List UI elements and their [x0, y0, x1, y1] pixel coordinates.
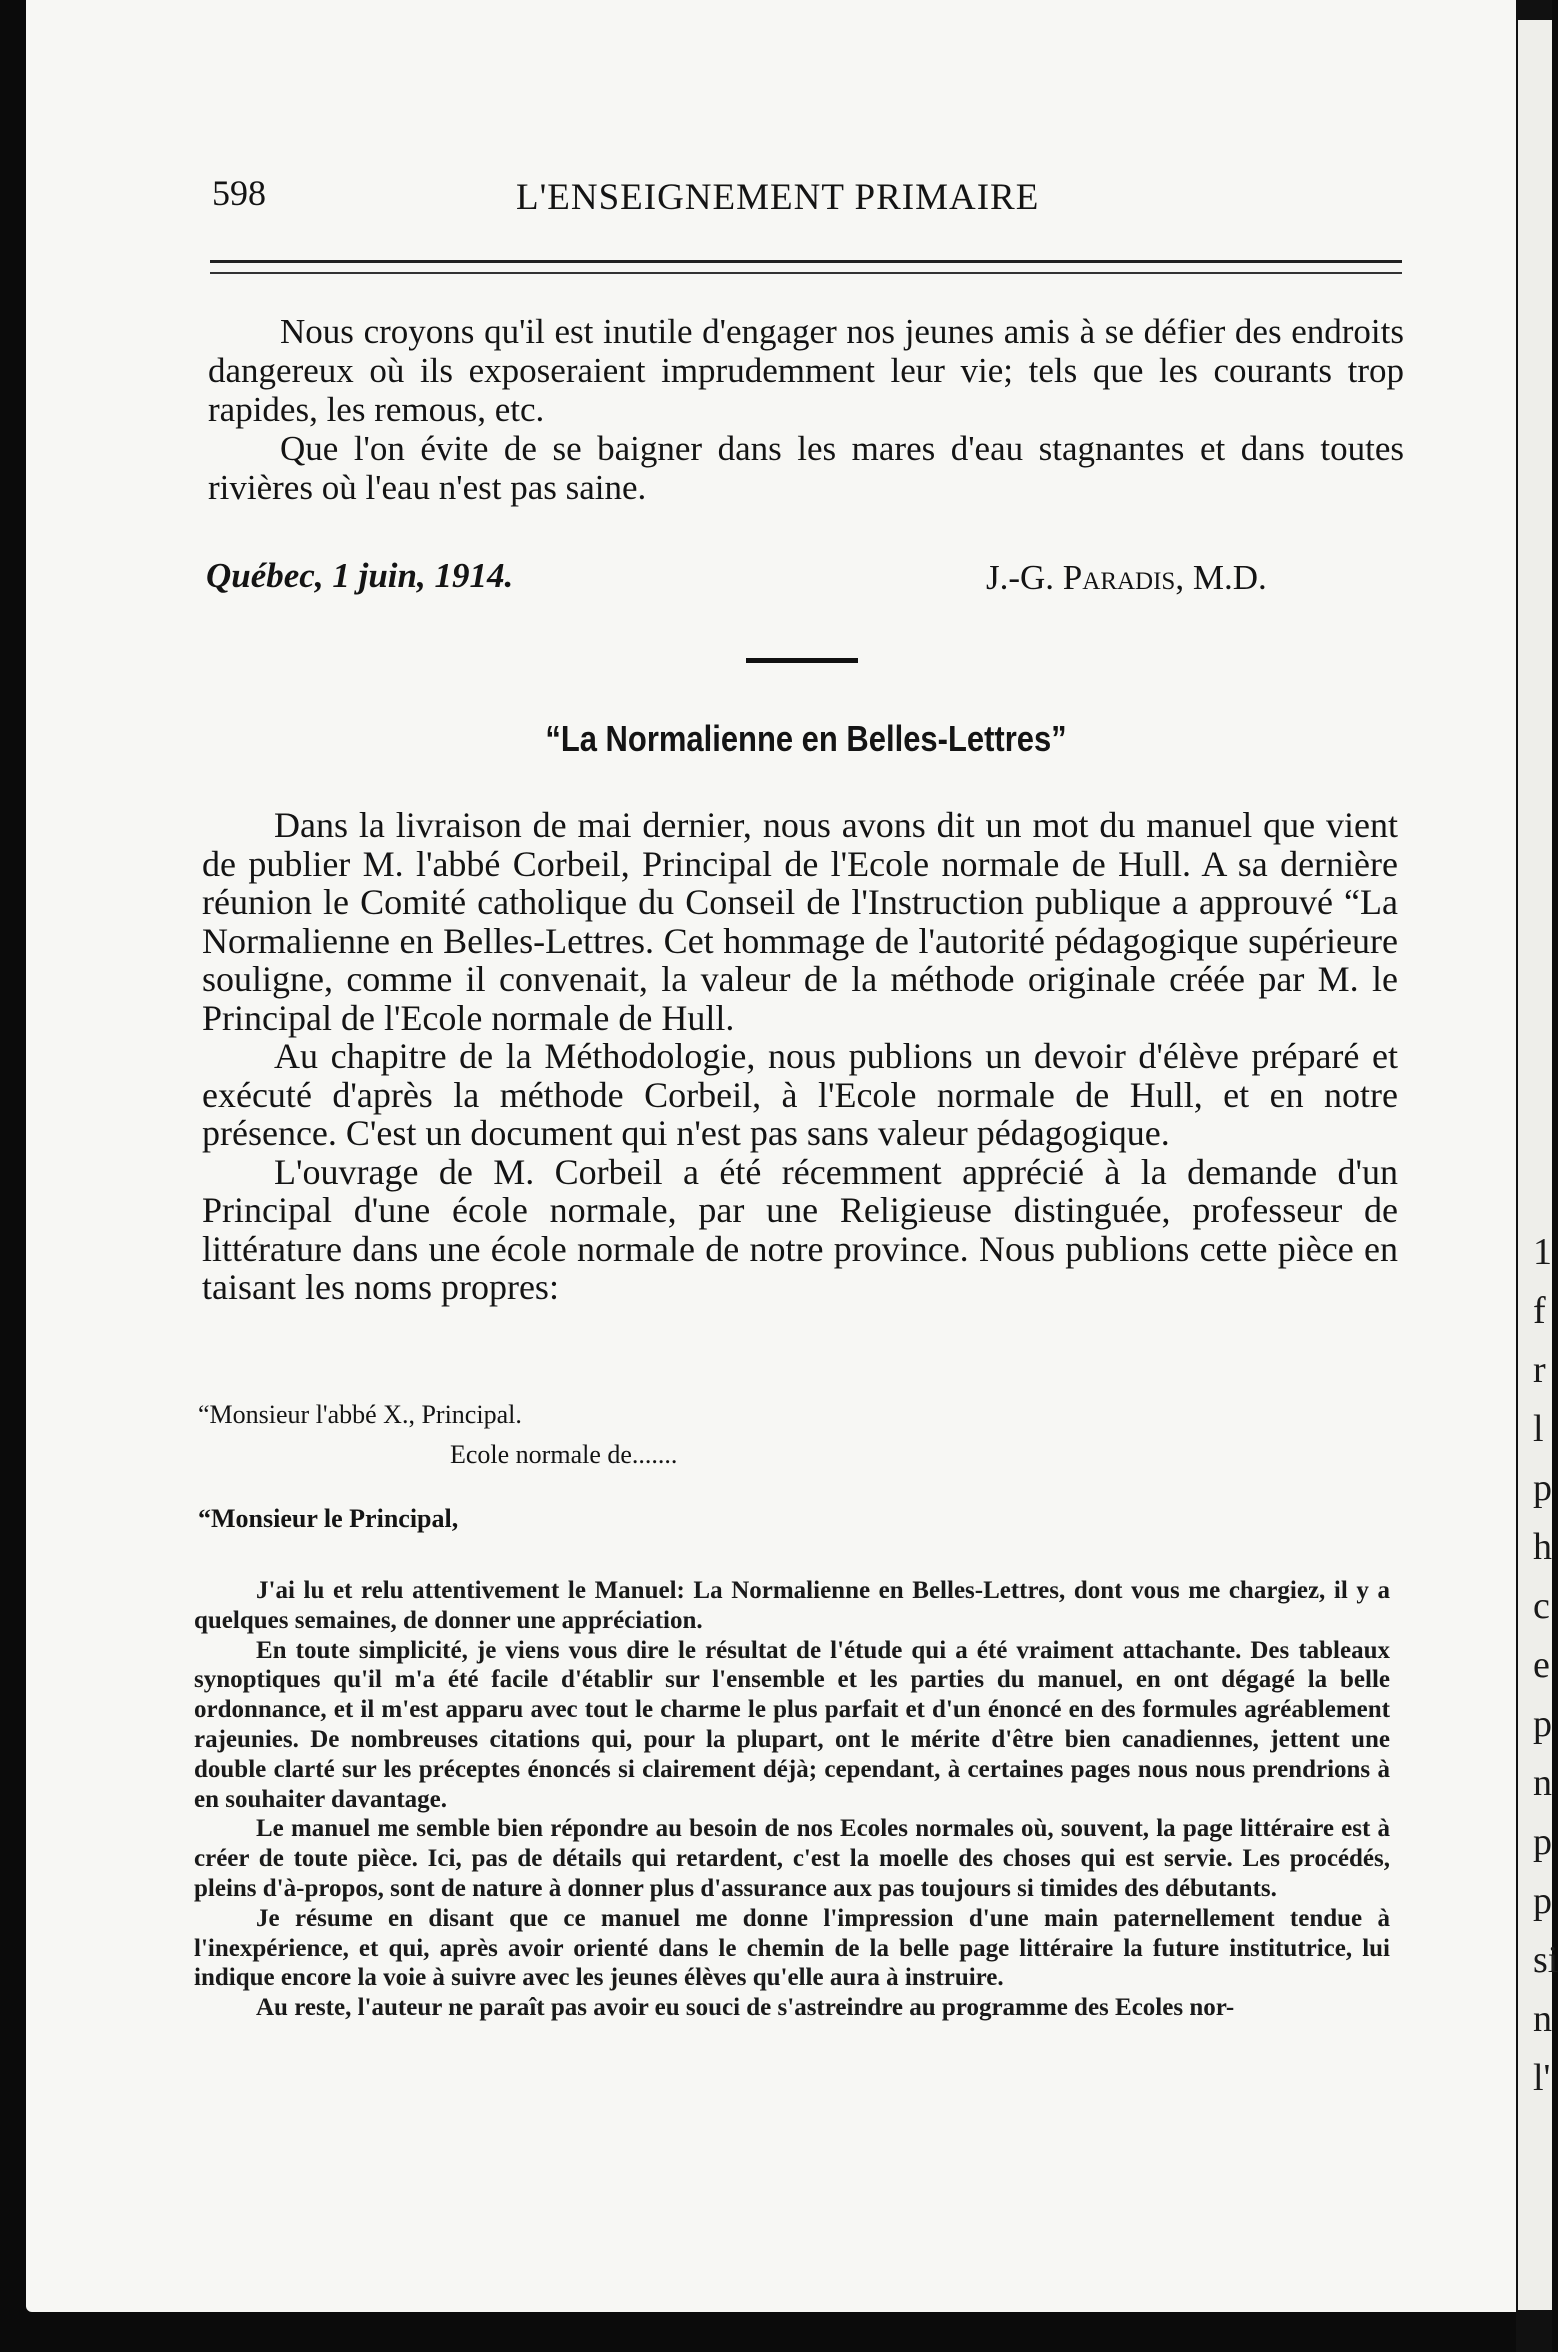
article-title: “La Normalienne en Belles-Lettres” [545, 718, 1067, 759]
adjacent-page-fragment: p [1533, 1821, 1552, 1863]
letter-paragraph-5: Au reste, l'auteur ne paraît pas avoir eu souci de s'astreindre au programme des Ecoles nor- [256, 1994, 1235, 2022]
adjacent-page-fragment: l' [1533, 2057, 1551, 2099]
header-rule-top [210, 260, 1402, 263]
article-body [202, 806, 1398, 1307]
adjacent-page-fragment: f [1533, 1290, 1546, 1332]
page-number: 598 [212, 173, 266, 213]
header-rule-bottom [210, 272, 1402, 274]
letter-addressee: “Monsieur l'abbé X., Principal. [198, 1400, 522, 1429]
letter-school: Ecole normale de....... [450, 1440, 678, 1469]
adjacent-page-fragment: h [1533, 1526, 1552, 1568]
letter-paragraph-4: Je résume en disant que ce manuel me donne l'impression d'une main paternellement tendue à l'inexpérience, et qui, après avoir orienté dans le chemin de la belle page littéraire la future institutrice, lui indique encore la voie à suivre avec les jeunes élèves qu'elle aura à instruire. [194, 1904, 1390, 1992]
adjacent-page-fragment: si [1533, 1939, 1558, 1981]
adjacent-page-fragment: l [1533, 1408, 1544, 1450]
adjacent-page-fragment: p [1533, 1467, 1552, 1509]
adjacent-page-fragment: p [1533, 1880, 1552, 1922]
running-title: L'ENSEIGNEMENT PRIMAIRE [516, 177, 1040, 218]
adjacent-page-fragment: e [1533, 1644, 1550, 1686]
signature-place-date: Québec, 1 juin, 1914. [206, 556, 514, 595]
article-paragraph-1: Dans la livraison de mai dernier, nous avons dit un mot du manuel que vient de publier M. l'abbé Corbeil, Principal de l'Ecole normale de Hull. A sa dernière réunion le Comité catholique du Conseil de l'Instruction publique a approuvé “La Normalienne en Belles-Lettres. Cet hommage de l'autorité pédagogique supérieure souligne, comme il convenait, la valeur de la méthode originale créée par M. le Principal de l'Ecole normale de Hull. [202, 805, 1398, 1038]
intro-paragraph-2: Que l'on évite de se baigner dans les mares d'eau stagnantes et dans toutes rivières où l'eau n'est pas saine. [208, 429, 1404, 507]
intro-text [208, 312, 1404, 507]
letter-body [194, 1576, 1390, 2023]
letter-paragraph-1: J'ai lu et relu attentivement le Manuel: La Normalienne en Belles-Lettres, dont vous me chargiez, il y a quelques semaines, de donner une appréciation. [194, 1577, 1390, 1634]
letter-paragraph-2: En toute simplicité, je viens vous dire le résultat de l'étude qui a été vraiment attachante. Des tableaux synoptiques qu'il m'a été facile d'établir sur l'ensemble et les parties du manuel, en ont dégagé la belle ordonnance, et il m'est apparu avec tout le charme le plus parfait et d'un énoncé en des formules agréablement rajeunies. De nombreuses citations qui, pour la plupart, ont le mérite d'être bien canadiennes, jettent une double clarté sur les préceptes énoncés si clairement déjà; cependant, à certaines pages nous nous prendrions à en souhaiter davantage. [194, 1636, 1390, 1813]
letter-salutation: “Monsieur le Principal, [198, 1504, 459, 1533]
letter-paragraph-3: Le manuel me semble bien répondre au besoin de nos Ecoles normales où, souvent, la page littéraire est à créer de toute pièce. Ici, pas de détails qui retardent, c'est la moelle des choses qui est servie. Les procédés, pleins d'à-propos, sont de nature à donner plus d'assurance aux pas toujours si timides des débutants. [194, 1815, 1390, 1902]
adjacent-page-fragment: p [1533, 1703, 1552, 1745]
signature-author: J.-G. Paradis, M.D. [986, 558, 1267, 597]
adjacent-page-fragment: c [1533, 1585, 1550, 1627]
intro-paragraph-1: Nous croyons qu'il est inutile d'engager nos jeunes amis à se défier des endroits dangereux où ils exposeraient imprudemment leur vie; tels que les courants trop rapides, les remous, etc. [208, 312, 1404, 429]
adjacent-page-fragment: n [1533, 1998, 1552, 2040]
article-paragraph-3: L'ouvrage de M. Corbeil a été récemment apprécié à la demande d'un Principal d'une école normale, par une Religieuse distinguée, professeur de littérature dans une école normale de notre province. Nous publions cette pièce en taisant les noms propres: [202, 1151, 1398, 1307]
section-divider [746, 658, 858, 663]
adjacent-page-fragment: 1 [1533, 1231, 1552, 1273]
adjacent-page-fragment: n [1533, 1762, 1552, 1804]
article-paragraph-2: Au chapitre de la Méthodologie, nous publions un devoir d'élève préparé et exécuté d'après la méthode Corbeil, à l'Ecole normale de Hull, et en notre présence. C'est un document qui n'est pas sans valeur pédagogique. [202, 1036, 1398, 1153]
adjacent-page-fragment: r [1533, 1349, 1546, 1391]
